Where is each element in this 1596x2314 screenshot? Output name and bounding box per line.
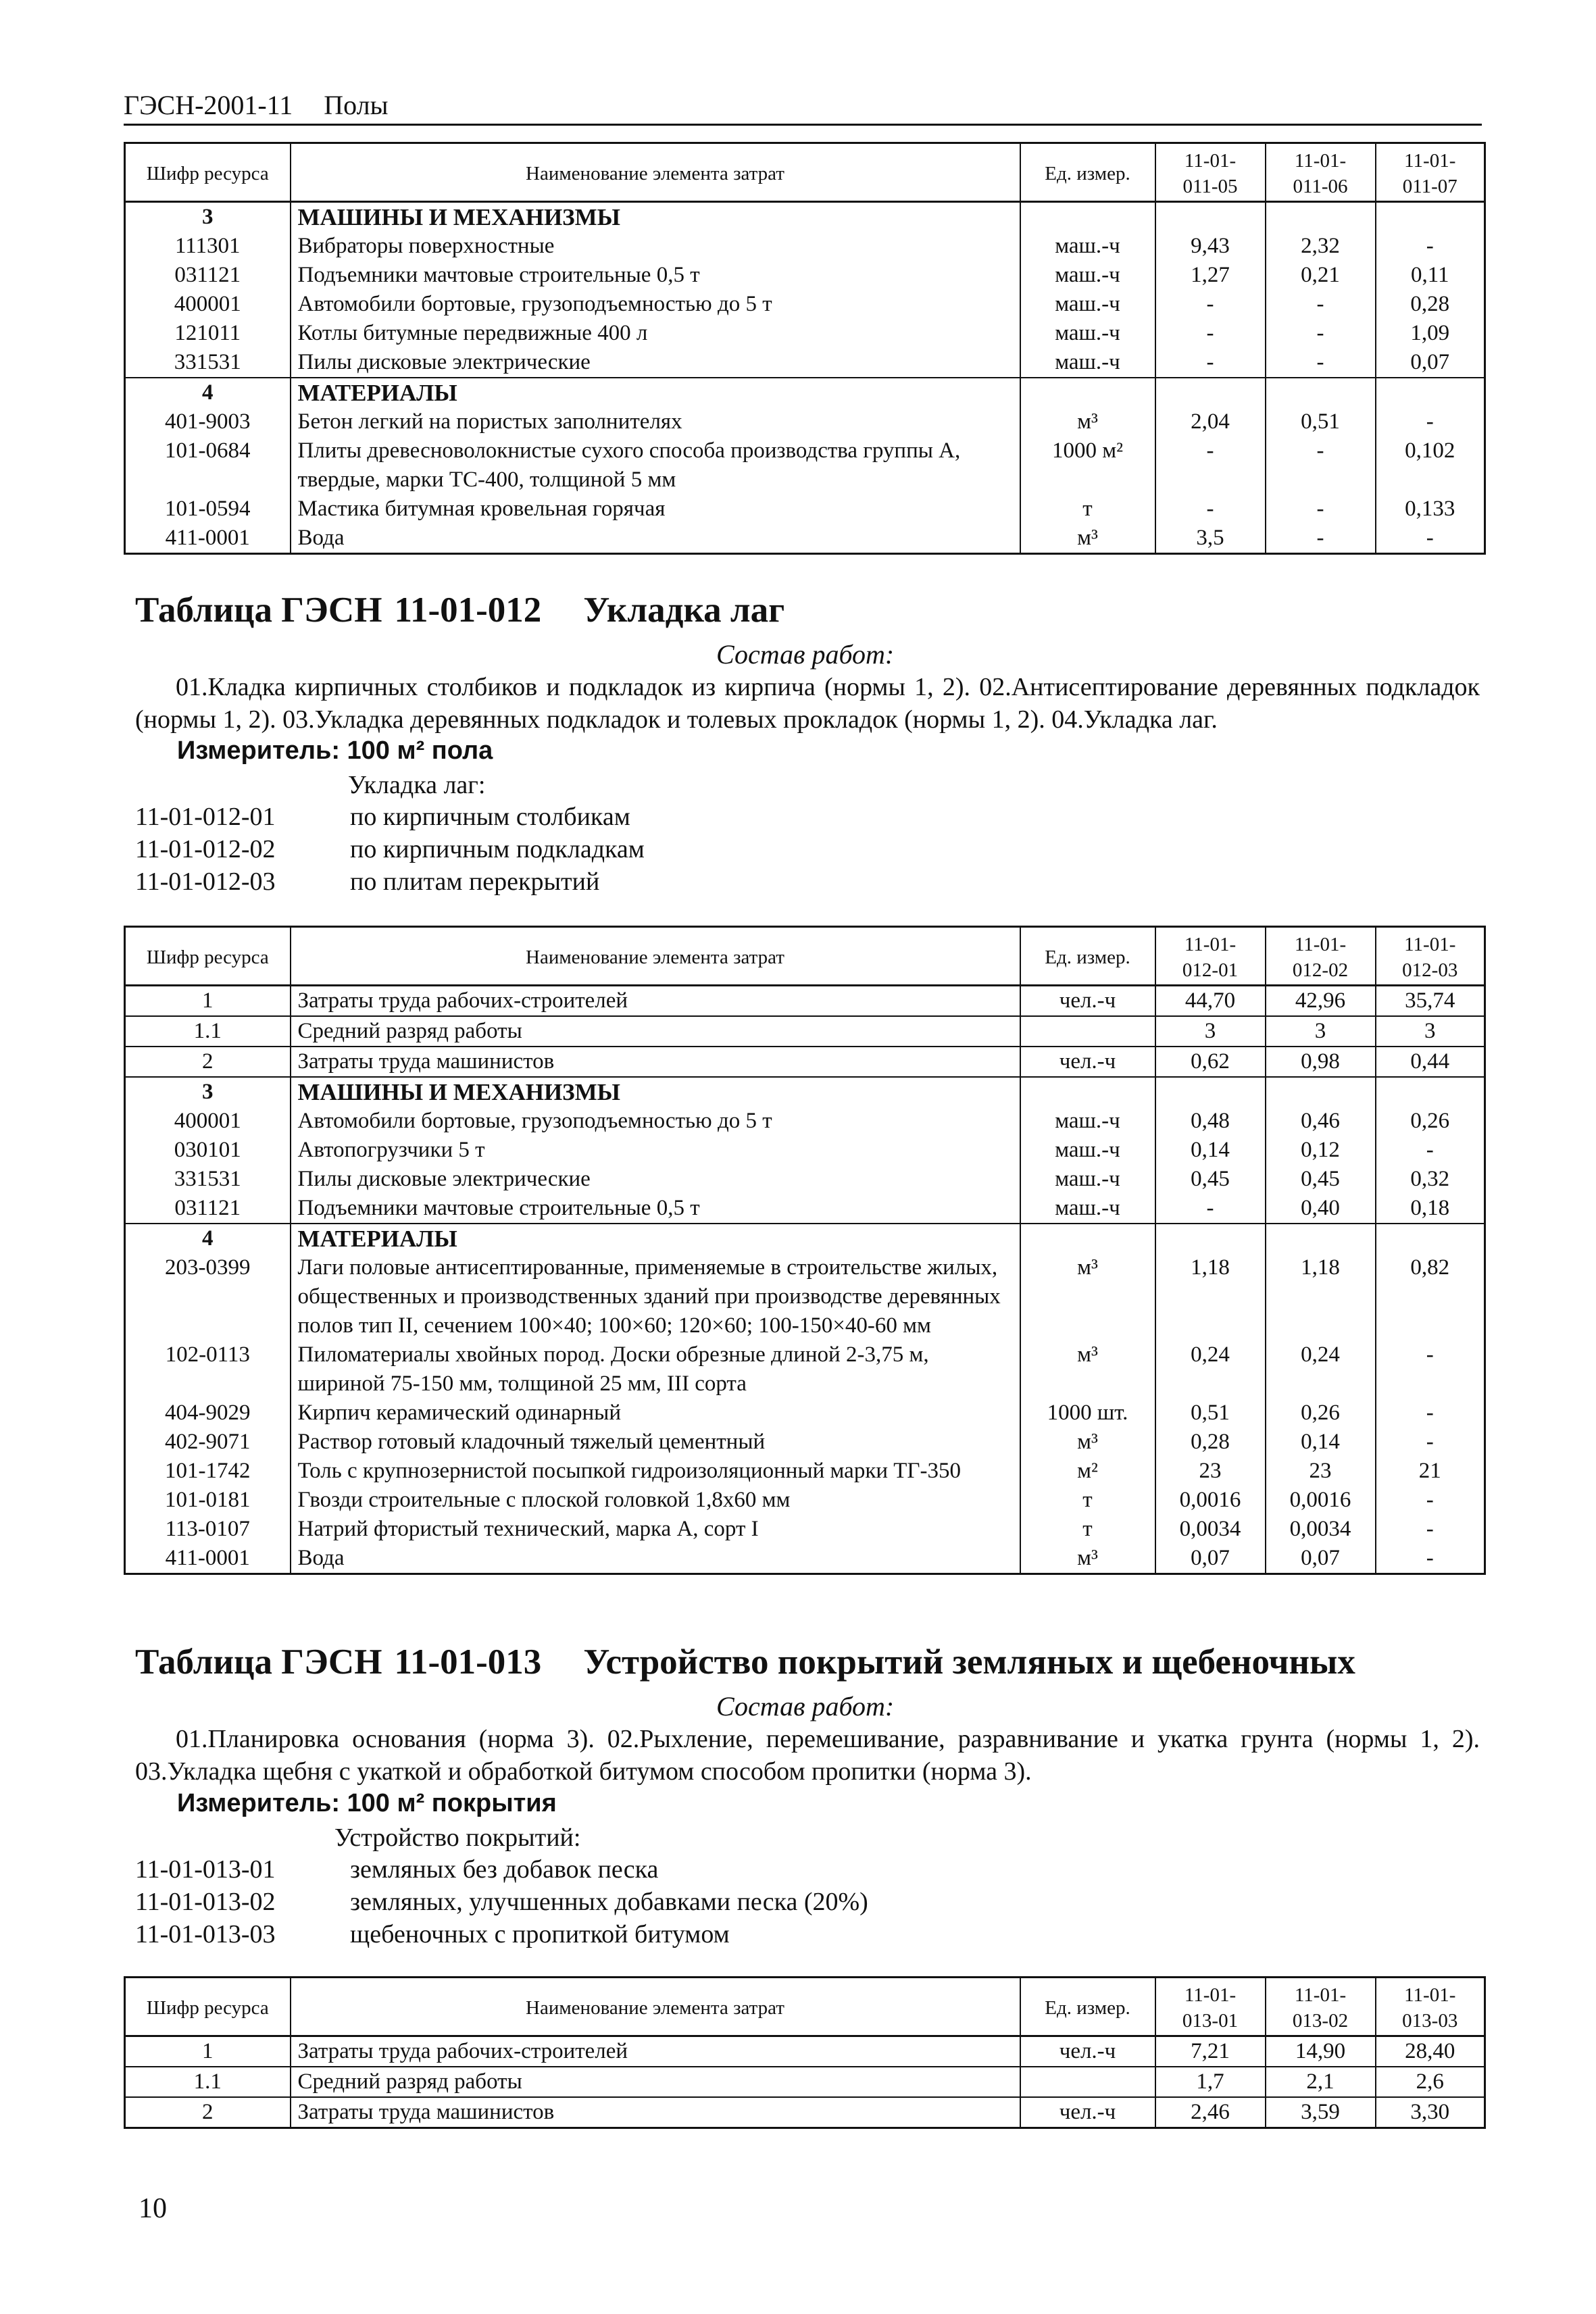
norm-code: 11-01-012-01 <box>135 803 276 831</box>
col-norm-header: 11-01- 013-01 <box>1155 1978 1266 2036</box>
norm-value-cell: 35,74 <box>1376 986 1485 1017</box>
resource-name-cell: Подъемники мачтовые строительные 0,5 т <box>291 1194 1020 1224</box>
col-unit-header: Ед. измер. <box>1020 1978 1155 2036</box>
norm-item <box>135 834 645 864</box>
norm-value-cell: 2,32 <box>1266 232 1376 261</box>
unit-cell: м³ <box>1020 1253 1155 1340</box>
col-norm-header: 11-01- 011-07 <box>1376 143 1485 202</box>
norm-value-cell <box>1376 378 1485 407</box>
norm-value-cell: 1,18 <box>1155 1253 1266 1340</box>
norm-value-cell: 21 <box>1376 1457 1485 1486</box>
resource-code-cell: 031121 <box>125 261 291 290</box>
unit-cell: м³ <box>1020 1428 1155 1457</box>
norm-value-cell: 1,27 <box>1155 261 1266 290</box>
work-composition-text: 01.Планировка основания (норма 3). 02.Рыхление, перемешивание, разравнивание и укатка грунта (нормы 1, 2). 03.Укладка щебня с укаткой и обработкой битумом способом пропитки (норма 3). <box>135 1725 1480 1786</box>
norm-item <box>135 1919 730 1949</box>
col-name-header: Наименование элемента затрат <box>291 927 1020 986</box>
items-subheading: Укладка лаг: <box>348 771 486 799</box>
norm-value-cell: 0,102 <box>1376 436 1485 495</box>
unit-cell: м³ <box>1020 1340 1155 1399</box>
title-label: Таблица ГЭСН <box>135 1642 382 1682</box>
resource-code-cell: 4 <box>125 1224 291 1253</box>
norm-value-cell: 0,14 <box>1266 1428 1376 1457</box>
resource-code-cell: 1 <box>125 986 291 1017</box>
table-section-row <box>125 1224 1485 1253</box>
norm-value-cell: 0,40 <box>1266 1194 1376 1224</box>
norm-value-cell: 0,28 <box>1155 1428 1266 1457</box>
unit-cell: чел.-ч <box>1020 986 1155 1017</box>
norm-value-cell: 0,0034 <box>1155 1515 1266 1544</box>
norm-code: 11-01-013-01 <box>135 1855 276 1884</box>
title-name: Устройство покрытий земляных и щебеночных <box>583 1642 1355 1682</box>
norm-value-cell: 0,98 <box>1266 1047 1376 1077</box>
resource-name-cell: Автомобили бортовые, грузоподъемностью до 5 т <box>291 1107 1020 1136</box>
norm-value-cell <box>1266 202 1376 232</box>
norm-value-cell: - <box>1155 348 1266 378</box>
resource-code-cell: 203-0399 <box>125 1253 291 1340</box>
norm-item <box>135 867 600 897</box>
unit-cell: м² <box>1020 1457 1155 1486</box>
norm-value-cell: 0,07 <box>1155 1544 1266 1574</box>
unit-cell: маш.-ч <box>1020 261 1155 290</box>
norm-value-cell: 0,21 <box>1266 261 1376 290</box>
norm-value-cell: - <box>1266 524 1376 554</box>
title-code: 11-01-012 <box>394 590 542 630</box>
table-row <box>125 1194 1485 1224</box>
running-header <box>124 89 1482 126</box>
resource-name-cell: Затраты труда рабочих-строителей <box>291 986 1020 1017</box>
resource-name-cell: Пиломатериалы хвойных пород. Доски обрезные длиной 2-3,75 м, шириной 75-150 мм, толщиной 25 мм, III сорта <box>291 1340 1020 1399</box>
norm-value-cell: 0,48 <box>1155 1107 1266 1136</box>
work-composition-heading: Состав работ: <box>716 639 895 670</box>
resource-name-cell: Подъемники мачтовые строительные 0,5 т <box>291 261 1020 290</box>
table-row <box>125 1253 1485 1340</box>
norm-value-cell: 3 <box>1376 1016 1485 1047</box>
resource-code-cell: 411-0001 <box>125 524 291 554</box>
unit-cell: маш.-ч <box>1020 1136 1155 1165</box>
norm-value-cell: - <box>1266 290 1376 319</box>
table-section-row <box>125 378 1485 407</box>
norm-value-cell: 0,24 <box>1266 1340 1376 1399</box>
unit-cell <box>1020 1224 1155 1253</box>
resource-name-cell: Вода <box>291 524 1020 554</box>
norm-value-cell: 0,12 <box>1266 1136 1376 1165</box>
unit-cell: маш.-ч <box>1020 348 1155 378</box>
norm-value-cell: 0,11 <box>1376 261 1485 290</box>
norm-value-cell: - <box>1376 1544 1485 1574</box>
col-norm-header: 11-01- 012-02 <box>1266 927 1376 986</box>
resource-code-cell: 111301 <box>125 232 291 261</box>
table-row <box>125 1457 1485 1486</box>
norm-value-cell <box>1266 378 1376 407</box>
norm-value-cell: - <box>1376 1399 1485 1428</box>
table-header-row <box>125 927 1485 986</box>
norm-value-cell: - <box>1376 1340 1485 1399</box>
col-unit-header: Ед. измер. <box>1020 927 1155 986</box>
unit-cell: маш.-ч <box>1020 319 1155 348</box>
norm-value-cell: 3,5 <box>1155 524 1266 554</box>
norm-value-cell: 0,44 <box>1376 1047 1485 1077</box>
table-row <box>125 319 1485 348</box>
norm-value-cell: 28,40 <box>1376 2036 1485 2067</box>
work-composition-text: 01.Кладка кирпичных столбиков и подкладок из кирпича (нормы 1, 2). 02.Антисептирование деревянных подкладок (нормы 1, 2). 03.Укладка деревянных подкладок и толевых прокладок (нормы 1, 2). 04.Укладка лаг. <box>135 673 1480 734</box>
unit-cell: маш.-ч <box>1020 290 1155 319</box>
resource-code-cell: 3 <box>125 1077 291 1107</box>
unit-cell <box>1020 2067 1155 2097</box>
norm-desc: земляных без добавок песка <box>350 1855 659 1884</box>
page-number: 10 <box>139 2193 167 2224</box>
col-norm-header: 11-01- 013-02 <box>1266 1978 1376 2036</box>
norm-value-cell: - <box>1376 1136 1485 1165</box>
title-label: Таблица ГЭСН <box>135 590 382 630</box>
unit-cell: т <box>1020 1515 1155 1544</box>
norm-value-cell: - <box>1376 232 1485 261</box>
norm-item <box>135 1887 868 1917</box>
norm-value-cell: 1,7 <box>1155 2067 1266 2097</box>
resource-code-cell: 2 <box>125 2097 291 2128</box>
norm-value-cell <box>1155 1224 1266 1253</box>
norm-value-cell: - <box>1376 1515 1485 1544</box>
resource-code-cell: 031121 <box>125 1194 291 1224</box>
resource-code-cell: 404-9029 <box>125 1399 291 1428</box>
norm-value-cell: - <box>1155 290 1266 319</box>
resource-code-cell: 030101 <box>125 1136 291 1165</box>
table-section-row <box>125 1077 1485 1107</box>
resource-table-011 <box>124 142 1486 555</box>
resource-code-cell: 1 <box>125 2036 291 2067</box>
unit-cell: т <box>1020 495 1155 524</box>
table-row <box>125 348 1485 378</box>
norm-value-cell <box>1155 378 1266 407</box>
norm-value-cell: - <box>1376 1486 1485 1515</box>
title-name: Укладка лаг <box>583 590 785 630</box>
resource-code-cell: 3 <box>125 202 291 232</box>
resource-code-cell: 331531 <box>125 1165 291 1194</box>
table-section-row <box>125 202 1485 232</box>
col-unit-header: Ед. измер. <box>1020 143 1155 202</box>
resource-code-cell: 402-9071 <box>125 1428 291 1457</box>
table-row <box>125 1340 1485 1399</box>
resource-name-cell: Натрий фтористый технический, марка А, сорт I <box>291 1515 1020 1544</box>
resource-table-012 <box>124 926 1486 1575</box>
norm-value-cell: 0,32 <box>1376 1165 1485 1194</box>
norm-desc: щебеночных с пропиткой битумом <box>350 1920 730 1948</box>
norm-value-cell: - <box>1266 319 1376 348</box>
norm-value-cell: 23 <box>1266 1457 1376 1486</box>
header-code: ГЭСН-2001-11 <box>124 90 293 120</box>
resource-name-cell: Автомобили бортовые, грузоподъемностью до 5 т <box>291 290 1020 319</box>
norm-value-cell: 3 <box>1155 1016 1266 1047</box>
norm-value-cell: 0,0016 <box>1155 1486 1266 1515</box>
norm-desc: по кирпичным подкладкам <box>350 835 645 863</box>
unit-cell: т <box>1020 1486 1155 1515</box>
col-code-header: Шифр ресурса <box>125 143 291 202</box>
norm-value-cell: 0,14 <box>1155 1136 1266 1165</box>
col-name-header: Наименование элемента затрат <box>291 1978 1020 2036</box>
resource-code-cell: 102-0113 <box>125 1340 291 1399</box>
norm-value-cell: 0,82 <box>1376 1253 1485 1340</box>
norm-value-cell: - <box>1376 524 1485 554</box>
resource-code-cell: 2 <box>125 1047 291 1077</box>
resource-name-cell: Толь с крупнозернистой посыпкой гидроизоляционный марки ТГ-350 <box>291 1457 1020 1486</box>
resource-name-cell: Бетон легкий на пористых заполнителях <box>291 407 1020 436</box>
norm-code: 11-01-012-03 <box>135 867 276 896</box>
norm-value-cell: 0,133 <box>1376 495 1485 524</box>
norm-value-cell: - <box>1155 1194 1266 1224</box>
resource-name-cell: Автопогрузчики 5 т <box>291 1136 1020 1165</box>
work-composition-heading: Состав работ: <box>716 1691 895 1721</box>
norm-value-cell: 3 <box>1266 1016 1376 1047</box>
title-code: 11-01-013 <box>394 1642 542 1682</box>
col-code-header: Шифр ресурса <box>125 927 291 986</box>
table-row <box>125 1428 1485 1457</box>
table-header-row <box>125 1978 1485 2036</box>
norm-value-cell: 3,59 <box>1266 2097 1376 2128</box>
norm-item <box>135 802 630 832</box>
col-norm-header: 11-01- 011-06 <box>1266 143 1376 202</box>
resource-name-cell: Затраты труда рабочих-строителей <box>291 2036 1020 2067</box>
norm-value-cell: - <box>1376 407 1485 436</box>
resource-name-cell: Кирпич керамический одинарный <box>291 1399 1020 1428</box>
unit-cell: маш.-ч <box>1020 1165 1155 1194</box>
resource-code-cell: 1.1 <box>125 1016 291 1047</box>
norm-value-cell: 1,09 <box>1376 319 1485 348</box>
table-row <box>125 2067 1485 2097</box>
table-row <box>125 2036 1485 2067</box>
table-row <box>125 290 1485 319</box>
norm-value-cell: 14,90 <box>1266 2036 1376 2067</box>
norm-value-cell <box>1266 1077 1376 1107</box>
resource-code-cell: 101-0594 <box>125 495 291 524</box>
col-norm-header: 11-01- 013-03 <box>1376 1978 1485 2036</box>
norm-value-cell: - <box>1155 436 1266 495</box>
norm-value-cell: 0,07 <box>1376 348 1485 378</box>
col-norm-header: 11-01- 012-03 <box>1376 927 1485 986</box>
resource-code-cell: 400001 <box>125 290 291 319</box>
meter-line: Измеритель: 100 м² пола <box>177 736 493 765</box>
unit-cell <box>1020 202 1155 232</box>
unit-cell: маш.-ч <box>1020 1194 1155 1224</box>
norm-value-cell: 0,51 <box>1266 407 1376 436</box>
norm-value-cell <box>1376 1224 1485 1253</box>
norm-value-cell: 7,21 <box>1155 2036 1266 2067</box>
unit-cell: маш.-ч <box>1020 1107 1155 1136</box>
table-row <box>125 1107 1485 1136</box>
section-name-cell: МАШИНЫ И МЕХАНИЗМЫ <box>291 1077 1020 1107</box>
norm-value-cell: 1,18 <box>1266 1253 1376 1340</box>
norm-value-cell: - <box>1266 495 1376 524</box>
table-row <box>125 407 1485 436</box>
col-code-header: Шифр ресурса <box>125 1978 291 2036</box>
resource-table-013 <box>124 1976 1486 2129</box>
norm-value-cell: 2,04 <box>1155 407 1266 436</box>
col-norm-header: 11-01- 012-01 <box>1155 927 1266 986</box>
table-row <box>125 1486 1485 1515</box>
table-row <box>125 524 1485 554</box>
norm-value-cell: 0,07 <box>1266 1544 1376 1574</box>
norm-value-cell <box>1376 1077 1485 1107</box>
norm-value-cell: - <box>1376 1428 1485 1457</box>
resource-name-cell: Затраты труда машинистов <box>291 2097 1020 2128</box>
table-row <box>125 1136 1485 1165</box>
norm-value-cell: 0,0034 <box>1266 1515 1376 1544</box>
norm-value-cell: 44,70 <box>1155 986 1266 1017</box>
unit-cell <box>1020 378 1155 407</box>
norm-value-cell: 2,46 <box>1155 2097 1266 2128</box>
norm-value-cell: 0,45 <box>1155 1165 1266 1194</box>
norm-value-cell: 2,6 <box>1376 2067 1485 2097</box>
norm-value-cell: 3,30 <box>1376 2097 1485 2128</box>
norm-value-cell <box>1155 1077 1266 1107</box>
norm-value-cell <box>1266 1224 1376 1253</box>
unit-cell <box>1020 1016 1155 1047</box>
section-name-cell: МАШИНЫ И МЕХАНИЗМЫ <box>291 202 1020 232</box>
resource-code-cell: 401-9003 <box>125 407 291 436</box>
col-name-header: Наименование элемента затрат <box>291 143 1020 202</box>
resource-name-cell: Средний разряд работы <box>291 2067 1020 2097</box>
norm-value-cell <box>1155 202 1266 232</box>
resource-name-cell: Вода <box>291 1544 1020 1574</box>
table-row <box>125 1544 1485 1574</box>
table-title-013 <box>135 1642 1355 1682</box>
unit-cell: 1000 шт. <box>1020 1399 1155 1428</box>
resource-name-cell: Раствор готовый кладочный тяжелый цементный <box>291 1428 1020 1457</box>
norm-value-cell: 42,96 <box>1266 986 1376 1017</box>
norm-code: 11-01-012-02 <box>135 835 276 863</box>
resource-code-cell: 113-0107 <box>125 1515 291 1544</box>
col-norm-header: 11-01- 011-05 <box>1155 143 1266 202</box>
meter-line: Измеритель: 100 м² покрытия <box>177 1789 557 1817</box>
norm-value-cell: - <box>1155 319 1266 348</box>
section-name-cell: МАТЕРИАЛЫ <box>291 378 1020 407</box>
section-name-cell: МАТЕРИАЛЫ <box>291 1224 1020 1253</box>
norm-value-cell: 0,62 <box>1155 1047 1266 1077</box>
table-row <box>125 436 1485 495</box>
norm-value-cell: 0,18 <box>1376 1194 1485 1224</box>
norm-value-cell: 0,28 <box>1376 290 1485 319</box>
resource-name-cell: Средний разряд работы <box>291 1016 1020 1047</box>
header-section: Полы <box>324 90 389 120</box>
table-row <box>125 261 1485 290</box>
resource-name-cell: Плиты древесноволокнистые сухого способа производства группы А, твердые, марки ТС-400, толщиной 5 мм <box>291 436 1020 495</box>
unit-cell <box>1020 1077 1155 1107</box>
norm-code: 11-01-013-02 <box>135 1888 276 1916</box>
table-row <box>125 1047 1485 1077</box>
resource-name-cell: Пилы дисковые электрические <box>291 348 1020 378</box>
norm-value-cell: 0,51 <box>1155 1399 1266 1428</box>
resource-name-cell: Лаги половые антисептированные, применяемые в строительстве жилых, общественных и производственных зданий при производстве деревянных полов тип II, сечением 100×40; 100×60; 120×60; 100-150×40-60 мм <box>291 1253 1020 1340</box>
norm-desc: по кирпичным столбикам <box>350 803 630 831</box>
norm-value-cell <box>1376 202 1485 232</box>
table-row <box>125 232 1485 261</box>
unit-cell: маш.-ч <box>1020 232 1155 261</box>
norm-desc: по плитам перекрытий <box>350 867 600 896</box>
resource-code-cell: 411-0001 <box>125 1544 291 1574</box>
norm-value-cell: 0,0016 <box>1266 1486 1376 1515</box>
resource-name-cell: Мастика битумная кровельная горячая <box>291 495 1020 524</box>
resource-name-cell: Вибраторы поверхностные <box>291 232 1020 261</box>
unit-cell: чел.-ч <box>1020 2097 1155 2128</box>
unit-cell: 1000 м² <box>1020 436 1155 495</box>
norm-value-cell: - <box>1155 495 1266 524</box>
norm-value-cell: 0,46 <box>1266 1107 1376 1136</box>
table-title-012 <box>135 590 784 630</box>
resource-code-cell: 1.1 <box>125 2067 291 2097</box>
resource-code-cell: 400001 <box>125 1107 291 1136</box>
norm-value-cell: - <box>1266 348 1376 378</box>
norm-item <box>135 1855 659 1884</box>
norm-value-cell: 0,26 <box>1376 1107 1485 1136</box>
table-row <box>125 1016 1485 1047</box>
unit-cell: чел.-ч <box>1020 1047 1155 1077</box>
items-subheading: Устройство покрытий: <box>334 1823 581 1852</box>
resource-name-cell: Затраты труда машинистов <box>291 1047 1020 1077</box>
norm-value-cell: 23 <box>1155 1457 1266 1486</box>
resource-code-cell: 101-0181 <box>125 1486 291 1515</box>
resource-name-cell: Котлы битумные передвижные 400 л <box>291 319 1020 348</box>
resource-code-cell: 331531 <box>125 348 291 378</box>
table-row <box>125 1165 1485 1194</box>
norm-value-cell: 9,43 <box>1155 232 1266 261</box>
norm-value-cell: 2,1 <box>1266 2067 1376 2097</box>
unit-cell: м³ <box>1020 407 1155 436</box>
unit-cell: чел.-ч <box>1020 2036 1155 2067</box>
resource-code-cell: 101-1742 <box>125 1457 291 1486</box>
resource-code-cell: 101-0684 <box>125 436 291 495</box>
resource-code-cell: 4 <box>125 378 291 407</box>
table-row <box>125 1515 1485 1544</box>
norm-value-cell: 0,26 <box>1266 1399 1376 1428</box>
table-row <box>125 1399 1485 1428</box>
unit-cell: м³ <box>1020 524 1155 554</box>
table-row <box>125 2097 1485 2128</box>
unit-cell: м³ <box>1020 1544 1155 1574</box>
resource-code-cell: 121011 <box>125 319 291 348</box>
norm-value-cell: 0,45 <box>1266 1165 1376 1194</box>
norm-value-cell: - <box>1266 436 1376 495</box>
norm-desc: земляных, улучшенных добавками песка (20%) <box>350 1888 868 1916</box>
table-header-row <box>125 143 1485 202</box>
resource-name-cell: Пилы дисковые электрические <box>291 1165 1020 1194</box>
resource-name-cell: Гвозди строительные с плоской головкой 1,8х60 мм <box>291 1486 1020 1515</box>
table-row <box>125 986 1485 1017</box>
table-row <box>125 495 1485 524</box>
norm-value-cell: 0,24 <box>1155 1340 1266 1399</box>
norm-code: 11-01-013-03 <box>135 1920 276 1948</box>
